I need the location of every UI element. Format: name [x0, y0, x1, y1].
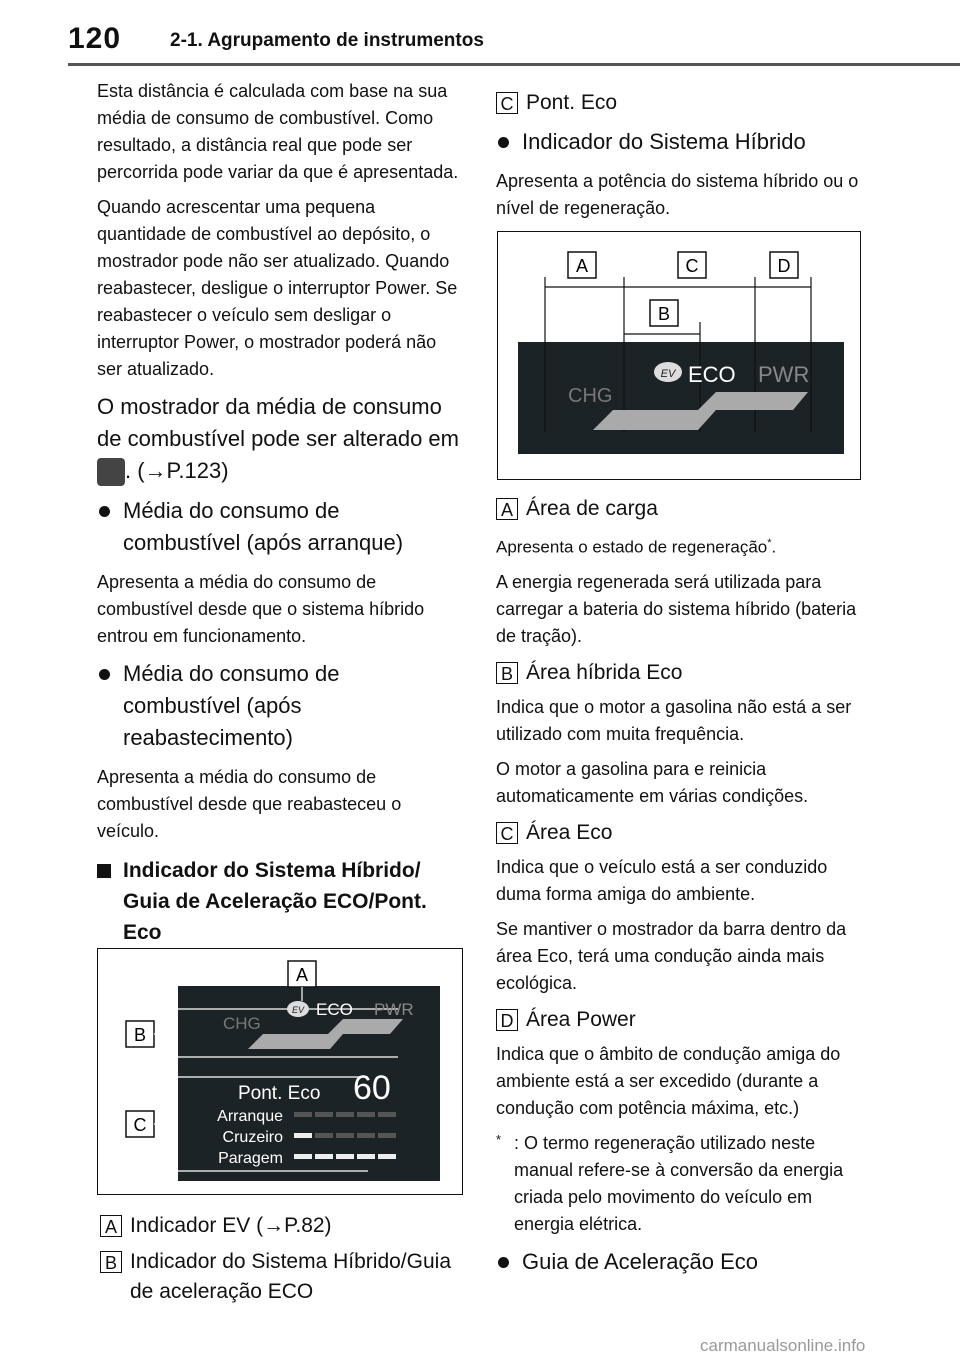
- section-title: 2-1. Agrupamento de instrumentos: [170, 30, 484, 51]
- bullet-heading: Média do consumo de combustível (após arranque): [97, 495, 462, 559]
- paragraph: O motor a gasolina para e reinicia automaticamente em várias condições.: [496, 758, 809, 806]
- callout-a-text: A: [295, 965, 309, 985]
- row-label-arranque: Arranque: [217, 1108, 283, 1125]
- legend-item-c: C Pont. Eco: [496, 88, 861, 118]
- bullet-heading: Guia de Aceleração Eco: [496, 1246, 861, 1278]
- figure-instrument-display: [97, 948, 463, 1195]
- instrument-display-illustration: [98, 949, 461, 1193]
- paragraph: Indica que o âmbito de condução amiga do ambiente está a ser excedido (durante a condução com potência máxima, etc.): [496, 1043, 841, 1118]
- left-column: [97, 78, 462, 958]
- page-number: 120: [68, 22, 122, 55]
- callout-boxes: [568, 252, 798, 326]
- callout-a-text: A: [575, 256, 589, 276]
- paragraph: Quando acrescentar uma pequena quantidade de combustível ao depósito, o mostrador pode não ser atualizado. Quando reabastecer, desligue o interruptor Power. Se reabastecer o veículo sem desligar o interruptor Power, o mostrador poderá não ser atualizado.: [97, 197, 458, 379]
- cruzeiro-bars: [294, 1133, 396, 1138]
- paragraph: Apresenta a média do consumo de combustível desde que reabasteceu o veículo.: [97, 767, 402, 841]
- legend-item-b: B Indicador do Sistema Híbrido/Guia de aceleração ECO: [100, 1247, 465, 1307]
- pwr-label: PWR: [758, 362, 810, 387]
- paragraph: Indica que o veículo está a ser conduzido duma forma amiga do ambiente.: [496, 856, 828, 904]
- eco-label: ECO: [316, 1000, 353, 1019]
- bullet-heading: Média do consumo de combustível (após reabastecimento): [97, 658, 462, 754]
- legend-item-b: B Área híbrida Eco: [496, 658, 861, 688]
- row-label-cruzeiro: Cruzeiro: [222, 1129, 283, 1146]
- square-bullet-icon: [97, 864, 111, 878]
- ev-badge-text: EV: [660, 368, 676, 380]
- callout-b-text: B: [657, 304, 671, 324]
- paragem-bars: [294, 1154, 396, 1159]
- callout-b-text: B: [133, 1025, 147, 1045]
- legend-item-d: D Área Power: [496, 1005, 861, 1035]
- paragraph: A energia regenerada será utilizada para carregar a bateria do sistema híbrido (bateria de tração).: [496, 571, 857, 646]
- hybrid-indicator-illustration: [498, 232, 859, 478]
- pwr-label: PWR: [374, 1000, 414, 1019]
- paragraph-display-setting: O mostrador da média de consumo de combustível pode ser alterado em . (→P.123): [97, 391, 462, 487]
- section-subheading: Indicador do Sistema Híbrido/ Guia de Aceleração ECO/Pont. Eco: [97, 855, 462, 948]
- figure1-legend: [100, 1205, 465, 1313]
- bullet-dot-icon: [498, 137, 509, 148]
- arranque-bars: [294, 1112, 396, 1117]
- settings-gear-icon: [97, 458, 125, 486]
- paragraph: Se mantiver o mostrador da barra dentro da área Eco, terá uma condução ainda mais ecológica.: [496, 918, 847, 993]
- eco-label: ECO: [688, 362, 736, 387]
- paragraph: Apresenta a potência do sistema híbrido ou o nível de regeneração.: [496, 171, 859, 218]
- watermark: carmanualsonline.info: [700, 1336, 866, 1355]
- chg-label: CHG: [568, 385, 613, 407]
- row-label-paragem: Paragem: [218, 1150, 283, 1167]
- legend-item-c: C Área Eco: [496, 818, 861, 848]
- paragraph: Apresenta o estado de regeneração*.: [496, 537, 777, 557]
- paragraph: Indica que o motor a gasolina não está a ser utilizado com muita frequência.: [496, 696, 852, 744]
- figure-hybrid-indicator: [497, 231, 861, 480]
- callout-c-text: C: [685, 256, 699, 276]
- legend-item-a: A Área de carga: [496, 494, 861, 524]
- pont-eco-label: Pont. Eco: [238, 1083, 321, 1104]
- header-divider: [68, 63, 960, 66]
- right-column-lower: [496, 488, 861, 1288]
- right-column: [496, 82, 861, 230]
- bullet-heading: Indicador do Sistema Híbrido: [496, 126, 861, 158]
- callout-c-text: C: [133, 1115, 147, 1135]
- callout-d-text: D: [777, 256, 791, 276]
- chg-label: CHG: [223, 1014, 261, 1033]
- legend-item-a: A Indicador EV (→P.82): [100, 1211, 465, 1241]
- ev-badge-text: EV: [291, 1005, 305, 1015]
- bullet-dot-icon: [99, 506, 110, 517]
- eco-score: 60: [353, 1069, 391, 1107]
- paragraph: Esta distância é calculada com base na sua média de consumo de combustível. Como resultado, a distância real que pode ser percorrida pode variar da que é apresentada.: [97, 81, 459, 182]
- paragraph: Apresenta a média do consumo de combustível desde que o sistema híbrido entrou em funcionamento.: [97, 572, 425, 646]
- bullet-dot-icon: [99, 669, 110, 680]
- bullet-dot-icon: [498, 1257, 509, 1268]
- footnote: * : O termo regeneração utilizado neste manual refere-se à conversão da energia criada pelo movimento do veículo em energia elétrica.: [496, 1131, 844, 1234]
